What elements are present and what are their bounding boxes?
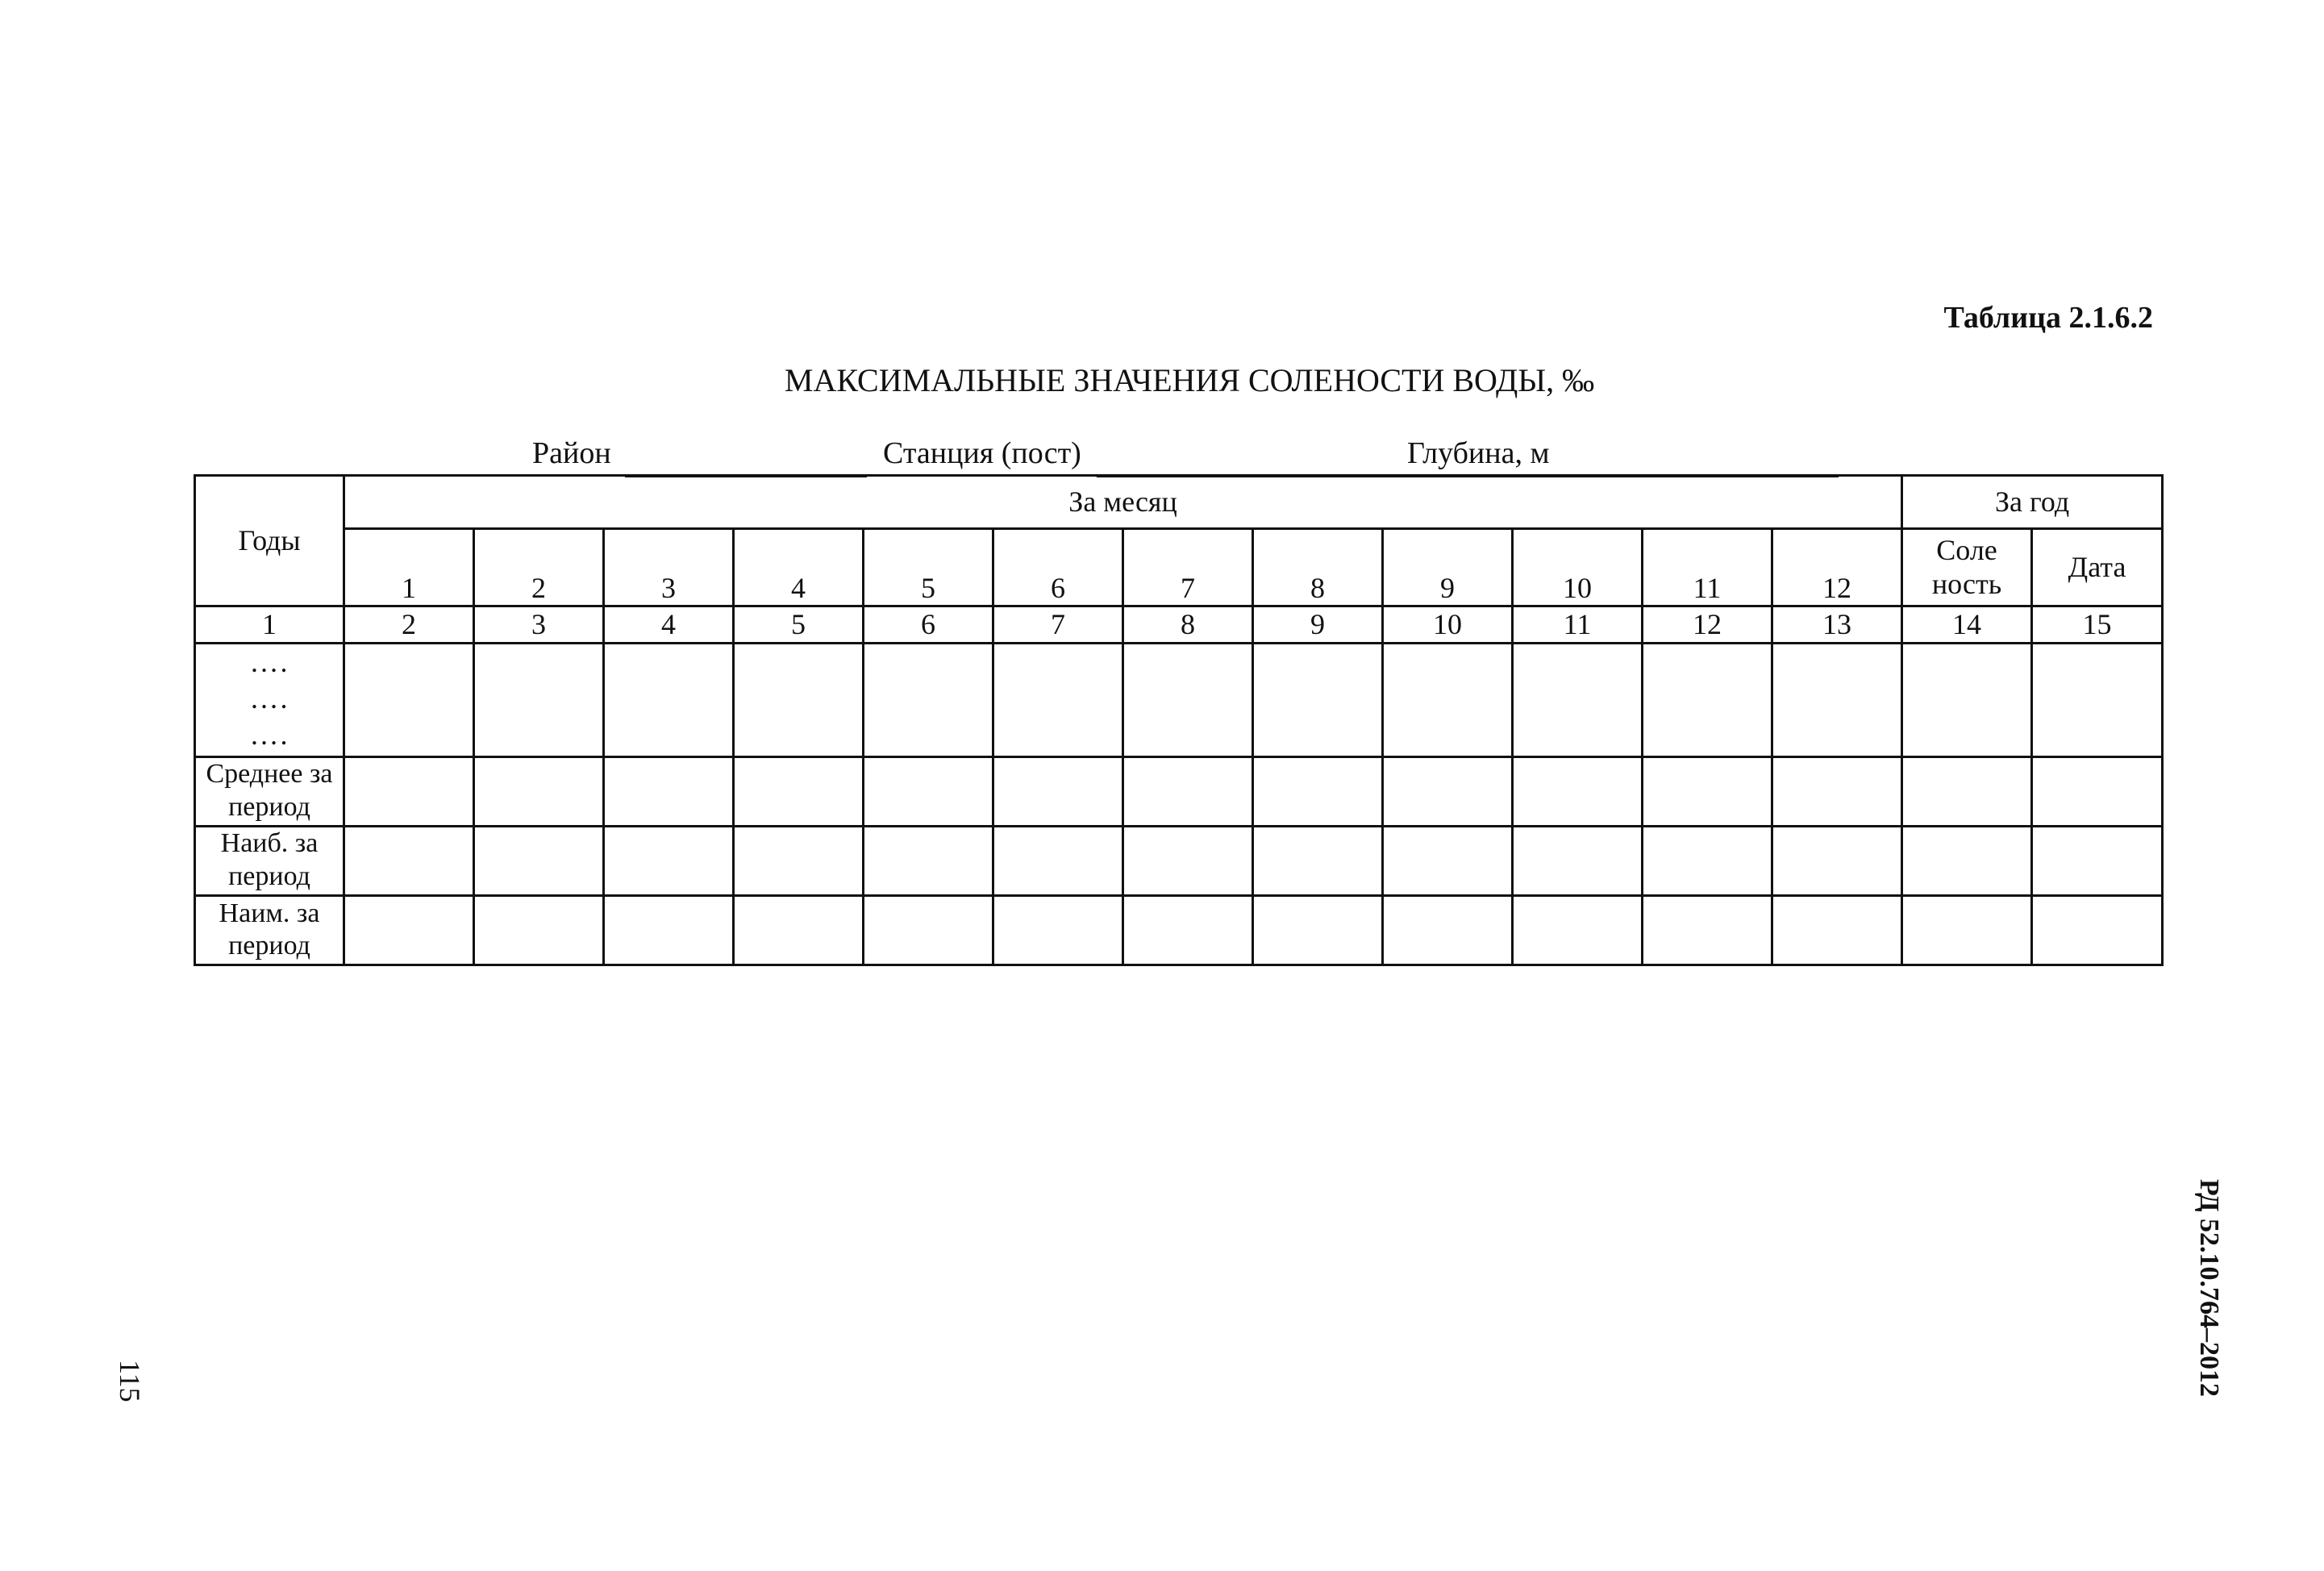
table-cell [864, 826, 993, 895]
title-unit: ‰ [1562, 362, 1595, 398]
table-cell [993, 826, 1123, 895]
table-cell [993, 895, 1123, 965]
table-cell [1513, 644, 1643, 756]
years-header: Годы [195, 476, 344, 606]
table-cell [734, 756, 864, 826]
row-label: Среднее за период [195, 756, 344, 826]
table-cell [1643, 644, 1772, 756]
column-number-7: 7 [993, 606, 1123, 644]
column-number-3: 3 [474, 606, 604, 644]
table-cell [864, 756, 993, 826]
table-cell [474, 895, 604, 965]
table-cell [1383, 895, 1513, 965]
table-cell [474, 826, 604, 895]
column-number-9: 9 [1253, 606, 1383, 644]
month-header-8: 8 [1253, 529, 1383, 606]
salinity-header: Соле ность [1902, 529, 2032, 606]
month-header-4: 4 [734, 529, 864, 606]
column-number-12: 12 [1643, 606, 1772, 644]
column-number-14: 14 [1902, 606, 2032, 644]
table-cell [1123, 895, 1253, 965]
table-cell [1902, 756, 2032, 826]
column-number-11: 11 [1513, 606, 1643, 644]
table-cell [1253, 826, 1383, 895]
header-row-months [195, 529, 2163, 606]
table-cell [1513, 826, 1643, 895]
table-cell [1643, 895, 1772, 965]
column-number-6: 6 [864, 606, 993, 644]
table-row [195, 644, 2163, 756]
row-label: Наиб. за период [195, 826, 344, 895]
table-cell [604, 756, 734, 826]
table-cell [1643, 756, 1772, 826]
month-header-5: 5 [864, 529, 993, 606]
table-cell [2032, 644, 2163, 756]
table-cell [1643, 826, 1772, 895]
document-title [0, 361, 2324, 399]
table-cell [1253, 895, 1383, 965]
table-cell [2032, 826, 2163, 895]
table-cell [604, 826, 734, 895]
table-cell [344, 895, 474, 965]
table-cell [1383, 756, 1513, 826]
table-cell [1383, 826, 1513, 895]
table-caption: Таблица 2.1.6.2 [1943, 301, 2153, 335]
table-cell [1902, 895, 2032, 965]
document-code: РД 52.10.764–2012 [2194, 1179, 2224, 1398]
salinity-table [194, 474, 2164, 966]
month-header-1: 1 [344, 529, 474, 606]
table-cell [1902, 826, 2032, 895]
month-header-6: 6 [993, 529, 1123, 606]
table-cell [1772, 826, 1902, 895]
table-cell [344, 756, 474, 826]
column-number-1: 1 [195, 606, 344, 644]
column-number-15: 15 [2032, 606, 2163, 644]
row-label: Наим. за период [195, 895, 344, 965]
field-station: Станция (пост) [883, 436, 1081, 470]
column-number-8: 8 [1123, 606, 1253, 644]
table-cell [1902, 644, 2032, 756]
table-cell [2032, 756, 2163, 826]
title-text: МАКСИМАЛЬНЫЕ ЗНАЧЕНИЯ СОЛЕНОСТИ ВОДЫ, [784, 362, 1555, 398]
table-cell [1253, 756, 1383, 826]
table-cell [2032, 895, 2163, 965]
column-number-4: 4 [604, 606, 734, 644]
table-cell [474, 756, 604, 826]
table-cell [1383, 644, 1513, 756]
table-cell [1513, 895, 1643, 965]
month-header-10: 10 [1513, 529, 1643, 606]
table-cell [864, 895, 993, 965]
field-depth: Глубина, м [1407, 436, 1550, 470]
table-cell [344, 644, 474, 756]
table-row [195, 826, 2163, 895]
table-cell [1772, 644, 1902, 756]
field-region: Район [532, 436, 611, 470]
month-header-7: 7 [1123, 529, 1253, 606]
table-cell [993, 756, 1123, 826]
page-number: 115 [114, 1360, 146, 1402]
table-cell [1253, 644, 1383, 756]
row-label: …. …. …. [195, 644, 344, 756]
column-number-13: 13 [1772, 606, 1902, 644]
column-number-5: 5 [734, 606, 864, 644]
table-cell [1772, 756, 1902, 826]
table-cell [993, 644, 1123, 756]
month-header-3: 3 [604, 529, 734, 606]
table-row [195, 895, 2163, 965]
table-cell [734, 644, 864, 756]
table-cell [1772, 895, 1902, 965]
header-fields [194, 435, 2161, 477]
table-cell [1123, 644, 1253, 756]
table-cell [604, 895, 734, 965]
table-cell [864, 644, 993, 756]
column-number-2: 2 [344, 606, 474, 644]
table-cell [734, 826, 864, 895]
column-numbers-row [195, 606, 2163, 644]
month-header-9: 9 [1383, 529, 1513, 606]
header-row-top [195, 476, 2163, 529]
table-cell [604, 644, 734, 756]
month-header-12: 12 [1772, 529, 1902, 606]
table-cell [344, 826, 474, 895]
table-cell [1123, 756, 1253, 826]
table-cell [1123, 826, 1253, 895]
month-header-2: 2 [474, 529, 604, 606]
table-cell [474, 644, 604, 756]
table-row [195, 756, 2163, 826]
table-cell [1513, 756, 1643, 826]
date-header: Дата [2032, 529, 2163, 606]
column-number-10: 10 [1383, 606, 1513, 644]
month-header-11: 11 [1643, 529, 1772, 606]
per-month-header: За месяц [344, 476, 1902, 529]
per-year-header: За год [1902, 476, 2163, 529]
table-cell [734, 895, 864, 965]
